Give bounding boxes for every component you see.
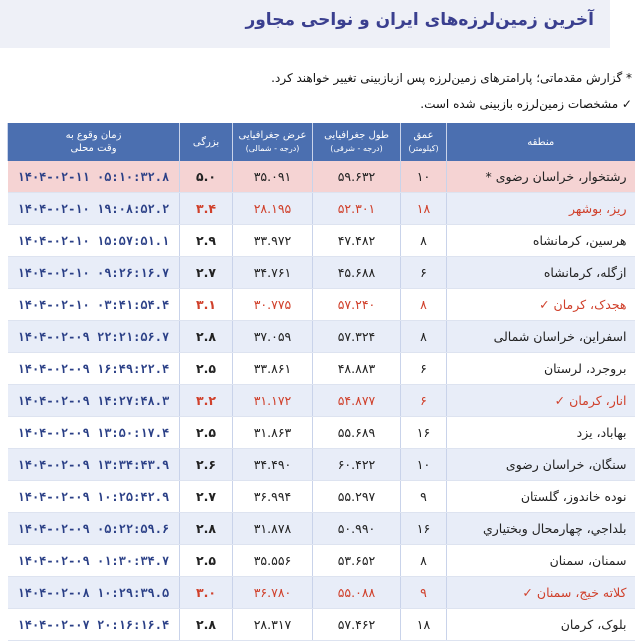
latitude-cell-text: ۳۳.۸۶۱ [253,361,292,376]
magnitude-cell [180,289,233,321]
magnitude-cell-text: ۲.۵ [195,361,216,376]
depth-cell-text: ۱۶ [416,425,431,440]
longitude-cell-text: ۵۵.۲۹۷ [337,489,376,504]
preliminary-note: * گزارش مقدماتی؛ پارامترهای زمین‌لرزه پس ازبازبینی تغییر خواهند کرد. [271,71,632,85]
reviewed-note: ✓ مشخصات زمین‌لرزه بازبینی شده است. [420,97,632,111]
header-depth: عمق (کیلومتر) [401,123,447,161]
time-cell [8,513,180,545]
latitude-cell [233,225,313,257]
region-cell [447,577,635,609]
reviewed-check-icon: ✓ [539,297,550,312]
region-cell [447,417,635,449]
longitude-cell-text: ۵۵.۶۸۹ [337,425,376,440]
latitude-cell-text: ۳۵.۵۵۶ [253,553,292,568]
magnitude-cell [180,257,233,289]
region-cell-text: سنگان، خراسان رضوی [505,457,627,472]
depth-cell-text: ۸ [420,329,427,344]
time-cell [8,385,180,417]
latitude-cell-text: ۳۶.۹۹۴ [253,489,292,504]
header-region: منطقه [447,123,635,161]
magnitude-cell-text: ۳.۱ [195,297,216,312]
magnitude-cell-text: ۲.۷ [195,265,216,280]
page-title: آخرین زمین‌لرزه‌های ایران و نواحی مجاور [245,10,594,30]
depth-cell-text: ۸ [420,297,427,312]
depth-cell [401,449,447,481]
longitude-cell-text: ۵۷.۴۶۲ [337,617,376,632]
time-cell [8,257,180,289]
region-cell [447,545,635,577]
longitude-cell [313,161,401,193]
latitude-cell [233,161,313,193]
longitude-cell [313,481,401,513]
magnitude-cell [180,385,233,417]
longitude-cell [313,417,401,449]
magnitude-cell-text: ۲.۶ [195,457,216,472]
longitude-cell [313,449,401,481]
longitude-cell [313,353,401,385]
latitude-cell-text: ۳۱.۱۷۲ [253,393,292,408]
latitude-cell-text: ۳۳.۹۷۲ [253,233,292,248]
time-cell [8,545,180,577]
magnitude-cell [180,417,233,449]
magnitude-cell-text: ۲.۸ [195,329,216,344]
depth-cell [401,289,447,321]
longitude-cell-text: ۴۵.۶۸۸ [337,265,376,280]
latitude-cell [233,193,313,225]
region-cell-text: ازگله، کرمانشاه [543,265,627,280]
table-row[interactable] [8,225,635,257]
time-cell-text: ۱۴۰۴-۰۲-۰۹ ۱۳:۳۴:۴۳.۹ [17,457,170,472]
magnitude-cell-text: ۳.۲ [195,393,216,408]
longitude-cell [313,609,401,641]
title-banner [0,0,610,48]
depth-cell-text: ۹ [420,489,427,504]
magnitude-cell-text: ۲.۸ [195,521,216,536]
region-cell [447,609,635,641]
depth-cell [401,321,447,353]
header-longitude: طول جغرافیایی (درجه - شرقی) [313,123,401,161]
region-cell [447,161,635,193]
longitude-cell-text: ۴۷.۴۸۲ [337,233,376,248]
longitude-cell [313,193,401,225]
time-cell-text: ۱۴۰۴-۰۲-۰۸ ۱۰:۲۹:۳۹.۵ [17,585,170,600]
time-cell [8,289,180,321]
region-cell-text: رشتخوار، خراسان رضوی * [485,169,627,184]
time-cell [8,609,180,641]
longitude-cell [313,545,401,577]
depth-cell [401,481,447,513]
earthquake-table [7,123,635,641]
latitude-cell-text: ۲۸.۳۱۷ [253,617,292,632]
latitude-cell [233,289,313,321]
table-row[interactable] [8,321,635,353]
longitude-cell [313,321,401,353]
region-cell [447,257,635,289]
region-cell-text: اسفراین، خراسان شمالی [493,329,627,344]
time-cell-text: ۱۴۰۴-۰۲-۰۹ ۲۲:۲۱:۵۶.۷ [17,329,170,344]
latitude-cell-text: ۳۱.۸۶۳ [253,425,292,440]
depth-cell [401,609,447,641]
longitude-cell-text: ۴۸.۸۸۳ [337,361,376,376]
time-cell [8,577,180,609]
longitude-cell [313,577,401,609]
time-cell-text: ۱۴۰۴-۰۲-۱۰ ۰۹:۲۶:۱۶.۷ [17,265,170,280]
magnitude-cell-text: ۵.۰ [195,169,216,184]
table-row[interactable] [8,577,635,609]
latitude-cell-text: ۲۸.۱۹۵ [253,201,292,216]
magnitude-cell-text: ۲.۵ [195,553,216,568]
magnitude-cell [180,449,233,481]
depth-cell-text: ۱۶ [416,521,431,536]
longitude-cell-text: ۶۰.۴۲۲ [337,457,376,472]
magnitude-cell [180,609,233,641]
latitude-cell-text: ۳۶.۷۸۰ [253,585,292,600]
time-cell [8,481,180,513]
table-row[interactable] [8,545,635,577]
time-cell [8,193,180,225]
magnitude-cell [180,321,233,353]
latitude-cell [233,513,313,545]
time-cell-text: ۱۴۰۴-۰۲-۰۹ ۰۵:۲۲:۵۹.۶ [17,521,170,536]
region-cell-text: نوده خاندوز، گلستان [520,489,627,504]
table-row[interactable] [8,513,635,545]
time-cell-text: ۱۴۰۴-۰۲-۱۰ ۱۵:۵۷:۵۱.۱ [17,233,170,248]
depth-cell [401,257,447,289]
table-row[interactable] [8,385,635,417]
table-row[interactable] [8,481,635,513]
reviewed-check-icon: ✓ [554,393,566,408]
depth-cell-text: ۶ [420,265,427,280]
latitude-cell [233,481,313,513]
magnitude-cell-text: ۳.۴ [195,201,216,216]
latitude-cell [233,385,313,417]
table-row[interactable] [8,161,635,193]
time-cell [8,321,180,353]
longitude-cell-text: ۵۴.۸۷۷ [337,393,376,408]
longitude-cell-text: ۵۵.۰۸۸ [337,585,376,600]
region-cell-text: ریز، بوشهر [569,201,627,216]
depth-cell [401,385,447,417]
longitude-cell-text: ۵۷.۳۲۴ [337,329,376,344]
region-cell [447,193,635,225]
latitude-cell [233,353,313,385]
latitude-cell-text: ۳۰.۷۷۵ [253,297,292,312]
time-cell-text: ۱۴۰۴-۰۲-۰۹ ۱۰:۲۵:۴۲.۹ [17,489,170,504]
magnitude-cell [180,481,233,513]
region-cell [447,449,635,481]
magnitude-cell [180,353,233,385]
magnitude-cell-text: ۲.۸ [195,617,216,632]
longitude-cell [313,385,401,417]
reviewed-check-icon: ✓ [522,585,533,600]
table-row[interactable] [8,449,635,481]
latitude-cell [233,545,313,577]
table-row[interactable] [8,353,635,385]
time-cell-text: ۱۴۰۴-۰۲-۰۹ ۱۶:۴۹:۲۲.۴ [17,361,170,376]
table-row[interactable] [8,257,635,289]
longitude-cell-text: ۵۰.۹۹۰ [337,521,376,536]
latitude-cell [233,609,313,641]
longitude-cell [313,289,401,321]
longitude-cell [313,513,401,545]
time-cell [8,353,180,385]
region-cell-text: انار، کرمان [569,393,627,408]
table-row[interactable] [8,289,635,321]
header-time: زمان وقوع به وقت محلی [8,123,180,161]
time-cell-text: ۱۴۰۴-۰۲-۰۹ ۰۱:۳۰:۳۴.۷ [17,553,170,568]
time-cell-text: ۱۴۰۴-۰۲-۰۹ ۱۴:۲۷:۴۸.۳ [17,393,170,408]
time-cell-text: ۱۴۰۴-۰۲-۱۰ ۰۳:۴۱:۵۴.۴ [17,297,170,312]
time-cell-text: ۱۴۰۴-۰۲-۰۷ ۲۰:۱۶:۱۶.۴ [17,617,170,632]
magnitude-cell [180,577,233,609]
depth-cell-text: ۶ [420,393,427,408]
depth-cell-text: ۹ [420,585,427,600]
time-cell [8,449,180,481]
region-cell-text: سمنان، سمنان [549,553,627,568]
table-header-row [8,123,635,161]
region-cell-text: بلداجي، چهارمحال وبختياري [482,521,627,536]
region-cell-text: بلوک، کرمان [560,617,627,632]
region-cell-text: هرسین، کرمانشاه [532,233,627,248]
depth-cell [401,545,447,577]
magnitude-cell [180,513,233,545]
time-cell [8,225,180,257]
depth-cell-text: ۸ [420,553,427,568]
longitude-cell [313,257,401,289]
latitude-cell [233,417,313,449]
region-cell [447,225,635,257]
region-cell-text: بهاباد، یزد [576,425,627,440]
time-cell-text: ۱۴۰۴-۰۲-۰۹ ۱۳:۵۰:۱۷.۴ [17,425,170,440]
latitude-cell [233,449,313,481]
table-row[interactable] [8,193,635,225]
time-cell [8,161,180,193]
depth-cell [401,353,447,385]
depth-cell-text: ۱۸ [416,201,431,216]
depth-cell-text: ۱۰ [416,457,431,472]
depth-cell-text: ۱۸ [416,617,431,632]
region-cell [447,289,635,321]
latitude-cell-text: ۳۷.۰۵۹ [253,329,292,344]
depth-cell [401,161,447,193]
magnitude-cell-text: ۲.۹ [195,233,216,248]
latitude-cell [233,577,313,609]
latitude-cell-text: ۳۴.۷۶۱ [253,265,292,280]
table-row[interactable] [8,609,635,641]
longitude-cell-text: ۵۷.۲۴۰ [337,297,376,312]
latitude-cell-text: ۳۴.۴۹۰ [253,457,292,472]
latitude-cell [233,321,313,353]
depth-cell [401,577,447,609]
latitude-cell [233,257,313,289]
depth-cell [401,193,447,225]
latitude-cell-text: ۳۱.۸۷۸ [253,521,292,536]
header-latitude: عرض جغرافیایی (درجه - شمالی) [233,123,313,161]
latitude-cell-text: ۳۵.۰۹۱ [253,169,292,184]
depth-cell-text: ۸ [420,233,427,248]
magnitude-cell-text: ۲.۵ [195,425,216,440]
magnitude-cell-text: ۲.۷ [195,489,216,504]
depth-cell [401,225,447,257]
depth-cell [401,417,447,449]
magnitude-cell [180,161,233,193]
depth-cell-text: ۶ [420,361,427,376]
time-cell-text: ۱۴۰۴-۰۲-۱۰ ۱۹:۰۸:۵۲.۲ [17,201,170,216]
region-cell [447,353,635,385]
magnitude-cell [180,225,233,257]
region-cell [447,481,635,513]
region-cell-text: کلاته خیج، سمنان [536,585,627,600]
magnitude-cell [180,193,233,225]
region-cell [447,513,635,545]
header-magnitude: بزرگی [180,123,233,161]
region-cell-text: بروجرد، لرستان [543,361,627,376]
longitude-cell-text: ۵۲.۳۰۱ [337,201,376,216]
region-cell [447,385,635,417]
longitude-cell-text: ۵۹.۶۳۲ [337,169,376,184]
longitude-cell-text: ۵۳.۶۵۲ [337,553,376,568]
magnitude-cell-text: ۳.۰ [195,585,216,600]
region-cell [447,321,635,353]
depth-cell [401,513,447,545]
table-row[interactable] [8,417,635,449]
time-cell [8,417,180,449]
time-cell-text: ۱۴۰۴-۰۲-۱۱ ۰۵:۱۰:۳۲.۸ [17,169,170,184]
region-cell-text: هجدک، کرمان [553,297,627,312]
magnitude-cell [180,545,233,577]
depth-cell-text: ۱۰ [416,169,431,184]
longitude-cell [313,225,401,257]
